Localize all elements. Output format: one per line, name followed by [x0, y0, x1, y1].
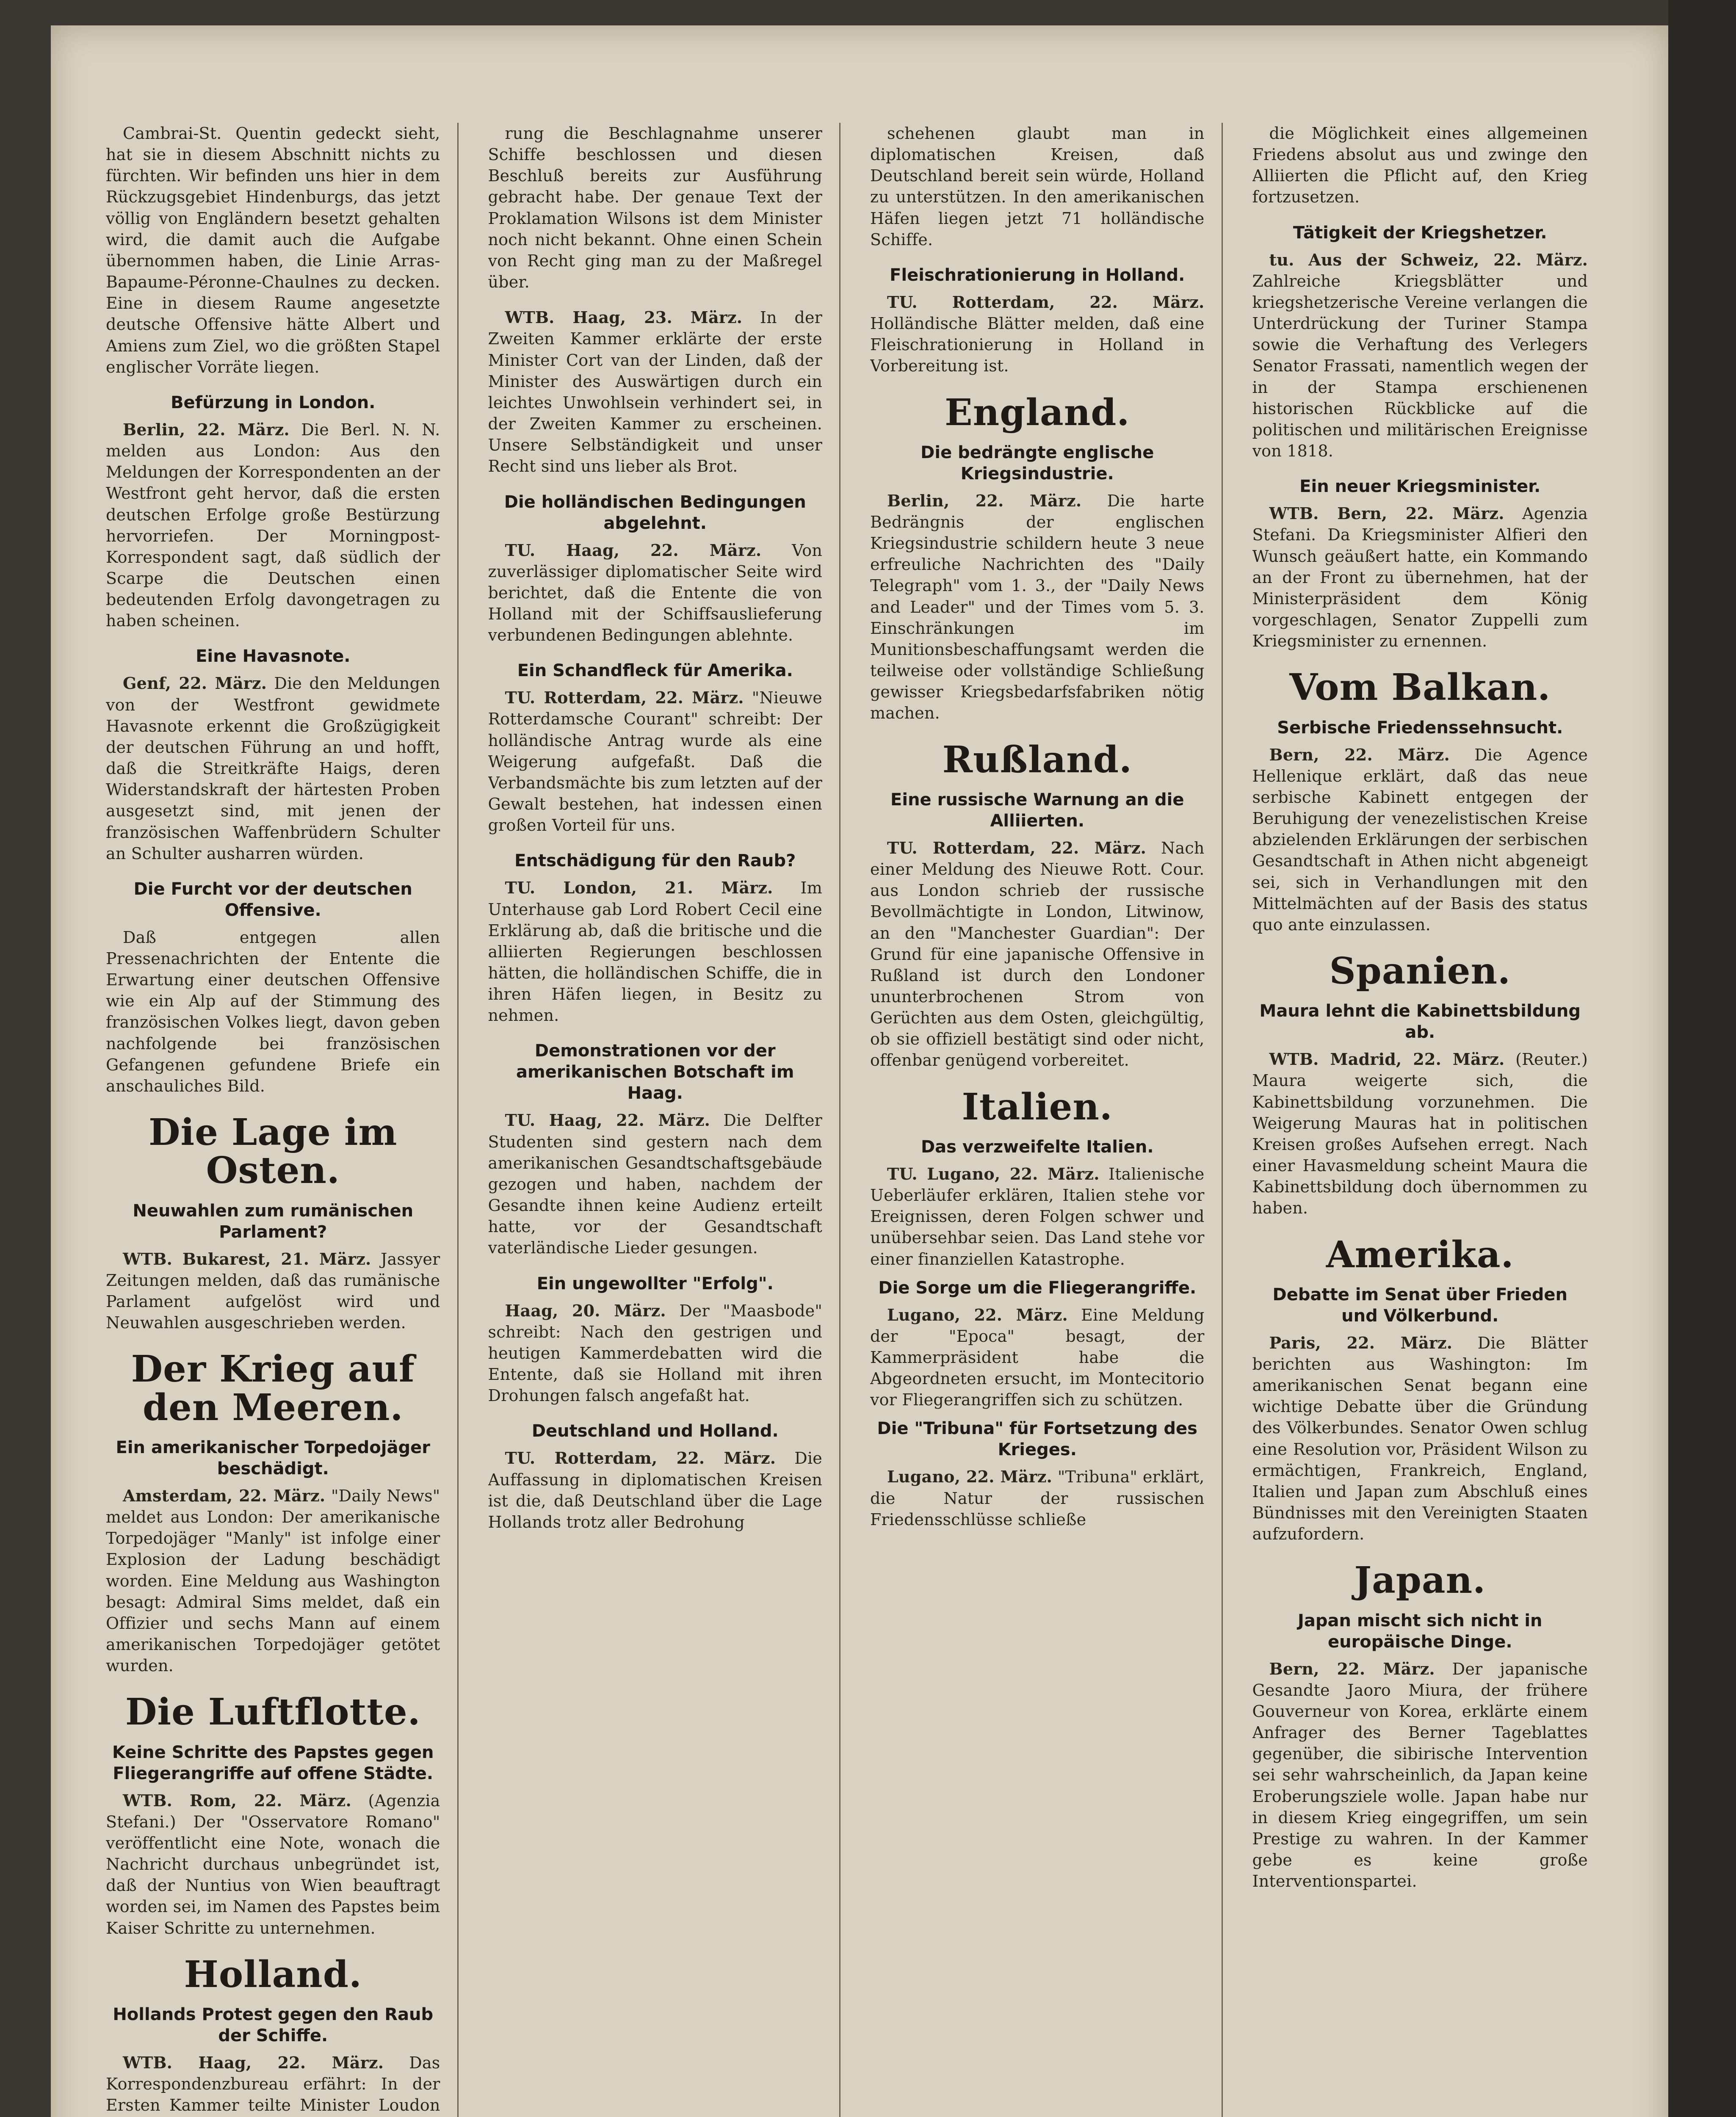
article-body: [488, 1448, 823, 1533]
article-headline: Japan mischt sich nicht in europäische Dinge.: [1297, 1611, 1542, 1652]
article-headline: Ein neuer Kriegsminister.: [1299, 477, 1541, 497]
section-title: Spanien.: [1329, 949, 1511, 992]
article-body: [870, 292, 1205, 377]
body-text: Die Berl. N. N. melden aus London: Aus den Meldungen der Korrespondenten an der Westfront geht hervor, daß die ersten deutschen Erfolge große Bestürzung hervorriefen. Der Morningpost-Korrespondent sagt, daß südlich der Scarpe die Deutschen einen bedeutenden Erfolg davongetragen zu haben scheinen.: [106, 420, 440, 630]
dateline: Amsterdam, 22. März.: [123, 1486, 326, 1505]
article-body: [488, 1110, 823, 1258]
body-text: Holländische Blätter melden, daß eine Fleischrationierung in Holland in Vorbereitung ist.: [870, 314, 1205, 376]
dateline: TU. Rotterdam, 22. März.: [505, 688, 744, 708]
article: [488, 1040, 823, 1258]
body-text: Jassyer Zeitungen melden, daß das rumänische Parlament aufgelöst wird und Neuwahlen ausgeschrieben werden.: [106, 1249, 440, 1332]
article-headline: Serbische Friedenssehnsucht.: [1277, 718, 1563, 738]
article-body: [1252, 1049, 1588, 1219]
dateline: TU. Rotterdam, 22. März.: [887, 292, 1205, 312]
article: [488, 307, 823, 477]
article-headline: Neuwahlen zum rumänischen Parlament?: [133, 1201, 414, 1242]
section-title: Der Krieg auf den Meeren.: [131, 1348, 415, 1429]
article: [1252, 222, 1588, 462]
dateline: WTB. Bukarest, 21. März.: [123, 1249, 371, 1269]
article-body: Daß entgegen allen Pressenachrichten der Entente die Erwartung einer deutschen Offensive wie ein Alp auf der Stimmung des französischen Volkes liegt, davon geben nachfolgende bei französischen Gefangenen gefundene Briefe ein anschauliches Bild.: [106, 928, 440, 1095]
article-headline: Keine Schritte des Papstes gegen Fliegerangriffe auf offene Städte.: [112, 1742, 434, 1783]
article-body: [870, 1164, 1205, 1270]
section-title: Japan.: [1354, 1559, 1486, 1602]
section-title: Vom Balkan.: [1289, 666, 1551, 709]
article: [870, 265, 1205, 377]
column-grid: [106, 123, 1605, 2117]
article-headline: Debatte im Senat über Frieden und Völkerbund.: [1272, 1285, 1567, 1326]
body-text: Die harte Bedrängnis der englischen Kriegsindustrie schildern heute 3 neue erfreuliche Nachrichten des "Daily Telegraph" vom 1. 3., der "Daily News and Leader" und der Times vom 5. 3. Einschränkungen im Munitionsbeschaffungsamt werden die teilweise oder vollständige Schließung gewisser Kriegsbedarfsfabriken nötig machen.: [870, 491, 1205, 723]
article-body: [1252, 249, 1588, 462]
article: [106, 123, 440, 378]
article: [106, 646, 440, 864]
dateline: tu. Aus der Schweiz, 22. März.: [1269, 250, 1588, 269]
article-body: [488, 877, 823, 1026]
article-headline: Eine Havasnote.: [196, 647, 351, 666]
body-text: "Daily News" meldet aus London: Der amerikanische Torpedojäger "Manly" ist infolge einer Explosion der Ladung beschädigt worden. Eine Meldung aus Washington besagt: Admiral Sims meldet, daß ein Offizier und sechs Mann auf einem amerikanischen Torpedojäger getötet wurden.: [106, 1486, 440, 1675]
body-text: Die den Meldungen von der Westfront gewidmete Havasnote erkennt die Großzügigkeit der deutschen Führung an und hofft, daß die Streitkräfte Haigs, deren Widerstandskraft der härtesten Proben ausgesetzt sind, mit jenen der französischen Waffenbrüdern Schulter an Schulter ausharren würden.: [106, 674, 440, 863]
dateline: WTB. Madrid, 22. März.: [1269, 1050, 1505, 1069]
article-body: die Möglichkeit eines allgemeinen Friedens absolut aus und zwinge den Alliierten die Pflicht auf, den Krieg fortzusetzen.: [1252, 124, 1588, 207]
article-headline: Eine russische Warnung an die Alliierten.: [890, 790, 1184, 831]
article-body: [488, 1300, 823, 1407]
column-4: [1252, 123, 1605, 2117]
body-text: "Nieuwe Rotterdamsche Courant" schreibt: Der holländische Antrag wurde als eine Weigerung aufgefaßt. Daß die Verbandsmächte bis zum letzten auf der Gewalt bestehen, hat indessen einen großen Vorteil für uns.: [488, 688, 822, 835]
section-title: Die Luftflotte.: [125, 1691, 421, 1734]
dateline: Lugano, 22. März.: [887, 1305, 1068, 1324]
article-body: [1252, 503, 1588, 652]
article: [1252, 123, 1588, 208]
article-headline: Die holländischen Bedingungen abgelehnt.: [504, 492, 806, 533]
section-title: Amerika.: [1326, 1233, 1514, 1276]
newspaper-page: [51, 25, 1668, 2117]
body-text: Im Unterhause gab Lord Robert Cecil eine Erklärung ab, daß die britische und die alliierten Regierungen beschlossen hätten, die holländischen Schiffe, die in ihren Häfen liegen, in Besitz zu nehmen.: [488, 879, 822, 1025]
article: [106, 392, 440, 632]
article-headline: Die Furcht vor der deutschen Offensive.: [133, 879, 412, 920]
article-body: [1252, 1658, 1588, 1892]
article-body: [1252, 744, 1588, 935]
article-body: [106, 1485, 440, 1676]
article-body: [870, 1466, 1205, 1530]
article-headline: Ein Schandfleck für Amerika.: [517, 661, 793, 681]
article-body: [488, 307, 823, 477]
body-text: Von zuverlässiger diplomatischer Seite wird berichtet, daß die Entente die von Holland mit der Schiffsauslieferung verbundenen Bedingungen ablehnte.: [488, 541, 823, 645]
section-title: Die Lage im Osten.: [148, 1111, 398, 1192]
dateline: Bern, 22. März.: [1269, 745, 1450, 764]
body-text: Italienische Ueberläufer erklären, Italien stehe vor Ereignissen, deren Folgen schwer und unübersehbar seien. Das Land stehe vor einer finanziellen Katastrophe.: [870, 1164, 1205, 1269]
dateline: Berlin, 22. März.: [123, 420, 290, 439]
body-text: Der "Maasbode" schreibt: Nach den gestrigen und heutigen Kammerdebatten wird die Entente, daß sie Holland mit ihren Drohungen falsch angefaßt hat.: [488, 1301, 823, 1405]
article: [488, 492, 823, 646]
dateline: Haag, 20. März.: [505, 1301, 666, 1320]
dateline: WTB. Rom, 22. März.: [123, 1791, 351, 1810]
article: [488, 660, 823, 836]
article-body: [106, 2052, 440, 2117]
article-headline: Die bedrängte englische Kriegsindustrie.: [921, 442, 1154, 484]
dateline: WTB. Haag, 22. März.: [123, 2053, 384, 2072]
body-text: In der Zweiten Kammer erklärte der erste Minister Cort van der Linden, daß der Minister des Auswärtigen durch ein leichtes Unwohlsein verhindert sei, in der Zweiten Kammer zu erscheinen. Unsere Selbständigkeit und unser Recht sind uns lieber als Brot.: [488, 308, 823, 476]
dateline: TU. Rotterdam, 22. März.: [887, 838, 1147, 857]
article-headline: Hollands Protest gegen den Raub der Schiffe.: [113, 2005, 434, 2045]
body-text: (Reuter.) Maura weigerte sich, die Kabinettsbildung vorzunehmen. Die Weigerung Mauras hat in politischen Kreisen großes Aufsehen erregt. Nach einer Havasmeldung scheint Maura die Kabinettsbildung doch übernommen zu haben.: [1252, 1050, 1588, 1218]
body-text: Eine Meldung der "Epoca" besagt, der Kammerpräsident habe die Abgeordneten ersucht, im Montecitorio vor Fliegerangriffen sich zu schützen.: [870, 1305, 1205, 1409]
article-body: Cambrai-St. Quentin gedeckt sieht, hat sie in diesem Abschnitt nichts zu fürchten. Wir befinden uns hier in dem Rückzugsgebiet Hindenburgs, das jetzt völlig von Engländern besetzt gehalten wird, die damit auch die Aufgabe übernommen haben, die Linie Arras-Bapaume-Péronne-Chaulnes zu decken. Eine in diesem Raume angesetzte deutsche Offensive hätte Albert und Amiens zum Ziel, wo die größten Stapel englischer Vorräte liegen.: [106, 124, 440, 376]
article-headline: Deutschland und Holland.: [531, 1421, 779, 1441]
article-body: [870, 837, 1205, 1071]
section-title: Italien.: [962, 1085, 1113, 1128]
article-headline: Die "Tribuna" für Fortsetzung des Krieges.: [877, 1419, 1197, 1460]
body-text: Das Korrespondenzbureau erfährt: In der Ersten Kammer teilte Minister Loudon: [106, 2053, 440, 2115]
dateline: WTB. Bern, 22. März.: [1269, 504, 1504, 523]
article-body: [870, 490, 1205, 724]
dateline: TU. Haag, 22. März.: [505, 540, 762, 560]
article: [488, 850, 823, 1026]
section-title: Holland.: [184, 1953, 362, 1996]
dateline: Berlin, 22. März.: [887, 491, 1082, 510]
article-body: rung die Beschlagnahme unserer Schiffe beschlossen und diesen Beschluß bereits zur Ausführung gebracht habe. Der genaue Text der Proklamation Wilsons ist dem Minister noch nicht bekannt. Ohne einen Schein von Recht ging man zu der Maßregel über.: [488, 124, 822, 292]
body-text: (Agenzia Stefani.) Der "Osservatore Romano" veröffentlicht eine Note, wonach die Nachricht durchaus unbegründet ist, daß der Nuntius von Wien beauftragt worden sei, im Namen des Papstes beim Kaiser Schritte zu unternehmen.: [106, 1791, 440, 1937]
dateline: Lugano, 22. März.: [887, 1467, 1053, 1487]
article: [488, 123, 823, 293]
dateline: TU. Rotterdam, 22. März.: [505, 1448, 776, 1468]
article: [488, 1421, 823, 1533]
dateline: WTB. Haag, 23. März.: [505, 308, 743, 327]
body-text: "Tribuna" erklärt, die Natur der russischen Friedensschlüsse schließe: [870, 1468, 1205, 1529]
scan-edge: [1668, 0, 1736, 2117]
body-text: Die Delfter Studenten sind gestern nach dem amerikanischen Gesandtschaftsgebäude gezogen und haben, nachdem der Gesandte ihnen keine Audienz erteilt hatte, vor der Gesandtschaft vaterländische Lieder gesungen.: [488, 1111, 823, 1257]
article-headline: Die Sorge um die Fliegerangriffe.: [878, 1278, 1197, 1298]
body-text: Die Agence Hellenique erklärt, daß das neue serbische Kabinett entgegen der Beruhigung der venezelistischen Kreise abzielenden Erklärungen der serbischen Gesandtschaft in Athen nicht abgeneigt sei, sich in Verhandlungen mit den Mittelmächten auf der Basis des status quo ante einzulassen.: [1252, 745, 1588, 934]
dateline: TU. Lugano, 22. März.: [887, 1164, 1100, 1183]
article-headline: Maura lehnt die Kabinettsbildung ab.: [1259, 1001, 1581, 1042]
dateline: TU. London, 21. März.: [505, 878, 773, 898]
article-body: [106, 419, 440, 632]
article-body: [488, 540, 823, 646]
article-body: schehenen glaubt man in diplomatischen Kreisen, daß Deutschland bereit sein würde, Holland zu unterstützen. In den amerikanischen Häfen liegen jetzt 71 holländische Schiffe.: [870, 124, 1205, 249]
body-text: Zahlreiche Kriegsblätter und kriegshetzerische Vereine verlangen die Unterdrückung der Turiner Stampa sowie die Verhaftung des Verlegers Senator Frassati, namentlich wegen der in der Stampa erschienenen historischen Rückblicke auf die politischen und militärischen Ereignisse von 1818.: [1252, 271, 1588, 461]
article-body: [870, 1304, 1205, 1411]
column-3: [870, 123, 1223, 2117]
article: [1252, 476, 1588, 652]
article-body: [106, 673, 440, 864]
article-body: [106, 1790, 440, 1939]
body-text: Nach einer Meldung des Nieuwe Rott. Cour. aus London schrieb der russische Bevollmächtigte in London, Litwinow, an den "Manchester Guardian": Der Grund für eine japanische Offensive in Rußland ist durch den Londoner ununterbrochenen Strom von Gerüchten aus dem Osten, gleichgültig, ob sie offiziell bestätigt sind oder nicht, offenbar genügend vorbereitet.: [870, 838, 1205, 1070]
column-1: [106, 123, 459, 2117]
article-headline: Ein amerikanischer Torpedojäger beschädigt.: [116, 1437, 430, 1479]
article: [106, 879, 440, 1097]
column-2: [488, 123, 841, 2117]
article: [488, 1273, 823, 1407]
article-headline: Fleischrationierung in Holland.: [890, 265, 1185, 285]
article-headline: Entschädigung für den Raub?: [514, 851, 796, 871]
section-title: England.: [945, 391, 1130, 434]
dateline: Bern, 22. März.: [1269, 1659, 1435, 1678]
article-headline: Tätigkeit der Kriegshetzer.: [1293, 223, 1547, 243]
article-body: [1252, 1332, 1588, 1545]
dateline: Paris, 22. März.: [1269, 1333, 1453, 1352]
article-headline: Befürzung in London.: [171, 392, 376, 412]
dateline: Genf, 22. März.: [123, 674, 267, 693]
section-title: Rußland.: [942, 738, 1132, 781]
article-headline: Das verzweifelte Italien.: [921, 1137, 1154, 1157]
body-text: Der japanische Gesandte Jaoro Miura, der frühere Gouverneur von Korea, erklärte einem Anfrager des Berner Tageblattes gegenüber, die sibirische Intervention sei sehr wahrscheinlich, da Japan keine Eroberungsziele wolle. Japan habe nur in diesem Krieg eingegriffen, um sein Prestige zu wahren. In der Kammer gebe es keine große Interventionspartei.: [1252, 1659, 1588, 1891]
body-text: Die Auffassung in diplomatischen Kreisen ist die, daß Deutschland über die Lage Hollands trotz aller Bedrohung: [488, 1449, 822, 1531]
dateline: TU. Haag, 22. März.: [505, 1111, 710, 1130]
body-text: Agenzia Stefani. Da Kriegsminister Alfieri den Wunsch geäußert hatte, ein Kommando an der Front zu übernehmen, hat der Ministerpräsident dem König vorgeschlagen, Senator Zuppelli zum Kriegsminister zu ernennen.: [1252, 504, 1588, 651]
body-text: Die Blätter berichten aus Washington: Im amerikanischen Senat begann eine wichtige Debatte über die Gründung des Völkerbundes. Senator Owen schlug eine Resolution vor, Präsident Wilson zu ermächtigen, Frankreich, England, Italien und Japan zum Abschluß eines Bündnisses mit den Vereinigten Staaten aufzufordern.: [1252, 1333, 1588, 1544]
article-headline: Demonstrationen vor der amerikanischen Botschaft im Haag.: [516, 1041, 794, 1103]
article-body: [488, 687, 823, 836]
article-body: [106, 1249, 440, 1334]
article-headline: Ein ungewollter "Erfolg".: [536, 1274, 774, 1293]
article: [870, 123, 1205, 250]
